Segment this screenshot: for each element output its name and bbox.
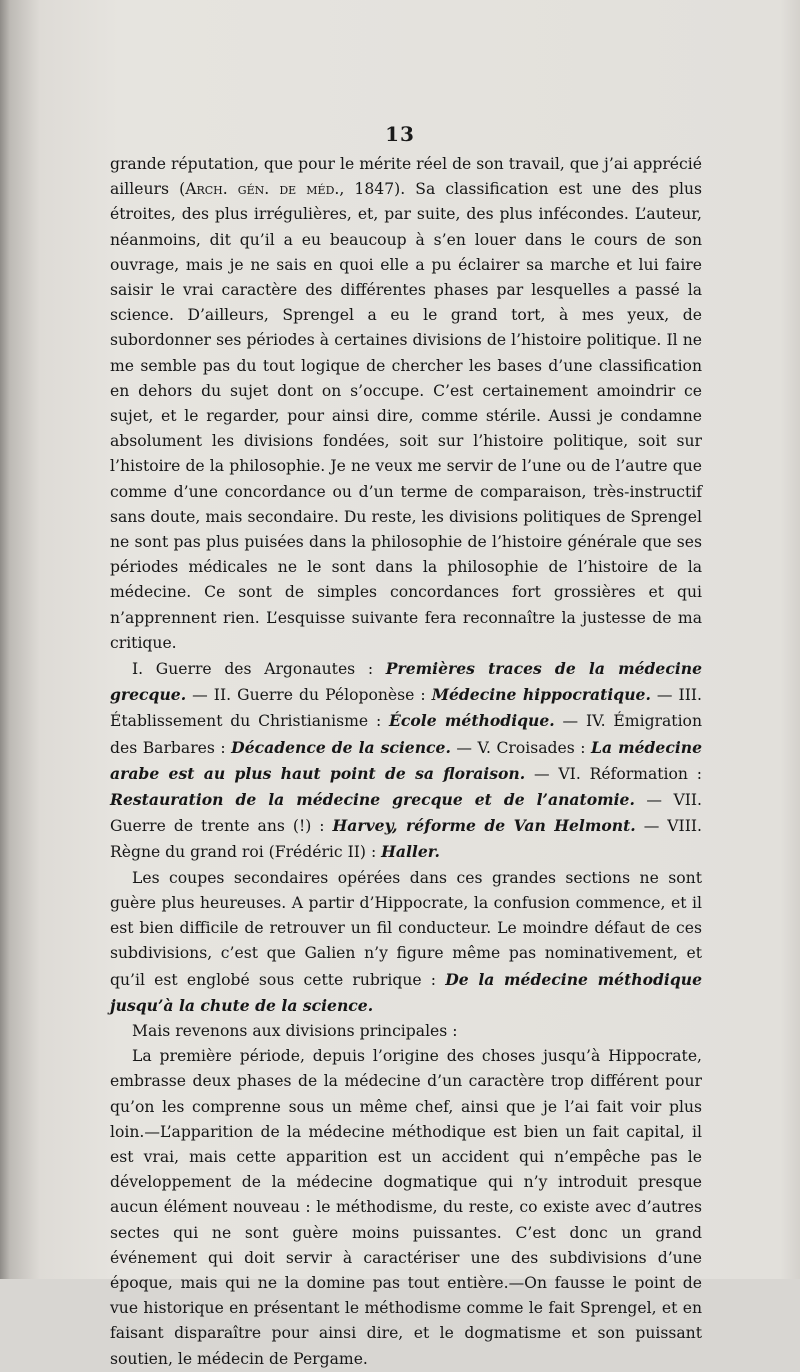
text-run: — VI. Réformation : [525, 764, 703, 783]
text-run: La première période, depuis l’origine des choses jusqu’à Hippocrate, embrasse deux phases de la médecine d’un caractère trop différent pour qu’on les comprenne sous un même chef, ainsi que je l’ai fait voir plus loin.—L’apparition de la médecine méthodique est bien un fait capital, il est vrai, mais cette apparition est un accident qui n’empêche pas le développement de la médecine dogmatique qui n’y introduit presque aucun élément nouveau : le méthodisme, du reste, co existe avec d’autres sectes qui ne sont guère moins puissantes. C’est donc un grand événement qui doit servir à caractériser une des subdivisions d’une époque, mais qui ne la domine pas tout entière.—On fausse le point de vue historique en présentant le méthodisme comme le fait Sprengel, et en faisant disparaître pour ainsi dire, et le dogmatisme et son puissant soutien, le médecin de Pergame. [110, 1047, 702, 1368]
text-run: I. Guerre des Argonautes : [132, 660, 386, 679]
period-title: Haller. [381, 842, 440, 862]
text-run: , 1847). Sa classification est une des plus étroites, des plus irrégulières, et, par suite, des plus infécondes. L’auteur, néanmoins, dit qu’il a eu beaucoup à s’en louer dans le cours de son ouvrage, mais je ne sais en quoi elle a pu éclairer sa marche et lui faire saisir le vrai caractère des différentes phases par lesquelles a passé la science. D’ailleurs, Sprengel a eu le grand tort, à mes yeux, de subordonner ses périodes à certaines divisions de l’histoire politique. Il ne me semble pas du tout logique de chercher les bases d’une classification en dehors du sujet dont on s’occupe. C’est certainement amoindrir ce sujet, et le regarder, pour ainsi dire, comme stérile. Aussi je condamne absolument les divisions fondées, soit sur l’histoire politique, soit sur l’histoire de la philosophie. Je ne veux me servir de l’une ou de l’autre que comme d’une concordance ou d’un terme de comparaison, très-instructif sans doute, mais secondaire. Du reste, les divisions politiques de Sprengel ne sont pas plus puisées dans la philosophie de l’histoire générale que ses périodes médicales ne le sont dans la philosophie de l’histoire de la médecine. Ce sont de simples concordances fort grossières et qui n’apprennent rien. L’esquisse suivante fera reconnaître la justesse de ma critique. [110, 180, 702, 652]
period-title: La médecine arabe est au plus haut point de sa floraison. [110, 737, 703, 783]
paragraph [110, 1044, 702, 1372]
text-run: — VIII. Règne du grand roi (Frédéric II) : [110, 817, 702, 862]
period-title: Restauration de la médecine grecque et de l’anatomie. [110, 790, 635, 810]
text-run: — IV. Émigration des Barbares : [110, 712, 702, 757]
paragraph [110, 1019, 702, 1044]
page-body [110, 152, 702, 1372]
text-run: — III. Établissement du Christianisme : [110, 686, 702, 731]
text-run: — VII. Guerre de trente ans (!) : [110, 791, 702, 836]
text-run: — V. Croisades : [450, 738, 592, 757]
text-run: Les coupes secondaires opérées dans ces grandes sections ne sont guère plus heureuses. A partir d’Hippocrate, la confusion commence, et il est bien difficile de retrouver un fil conducteur. Le moindre défaut de ces subdivisions, c’est que Galien n’y figure même pas nominativement, et qu’il est englobé sous cette rubrique : [110, 868, 702, 989]
period-title: École méthodique. [389, 711, 555, 731]
period-title: Médecine hippocratique. [431, 685, 651, 705]
period-title: Premières traces de la médecine grecque. [110, 659, 702, 705]
paragraph [110, 656, 702, 866]
rubric-title: De la médecine méthodique jusqu’à la chute de la science. [110, 969, 702, 1015]
page-number: 13 [385, 122, 415, 146]
text-run: Mais revenons aux divisions principales : [132, 1021, 458, 1040]
citation-reference: Arch. gén. de méd. [185, 180, 340, 199]
text-run: grande réputation, que pour le mérite réel de son travail, que j’ai apprécié ailleurs ( [110, 155, 702, 199]
period-title: Harvey, réforme de Van Helmont. [332, 816, 636, 836]
period-title: Décadence de la science. [231, 737, 451, 757]
text-run: — II. Guerre du Péloponèse : [186, 686, 432, 705]
paragraph [110, 866, 702, 1019]
paragraph [110, 152, 702, 656]
